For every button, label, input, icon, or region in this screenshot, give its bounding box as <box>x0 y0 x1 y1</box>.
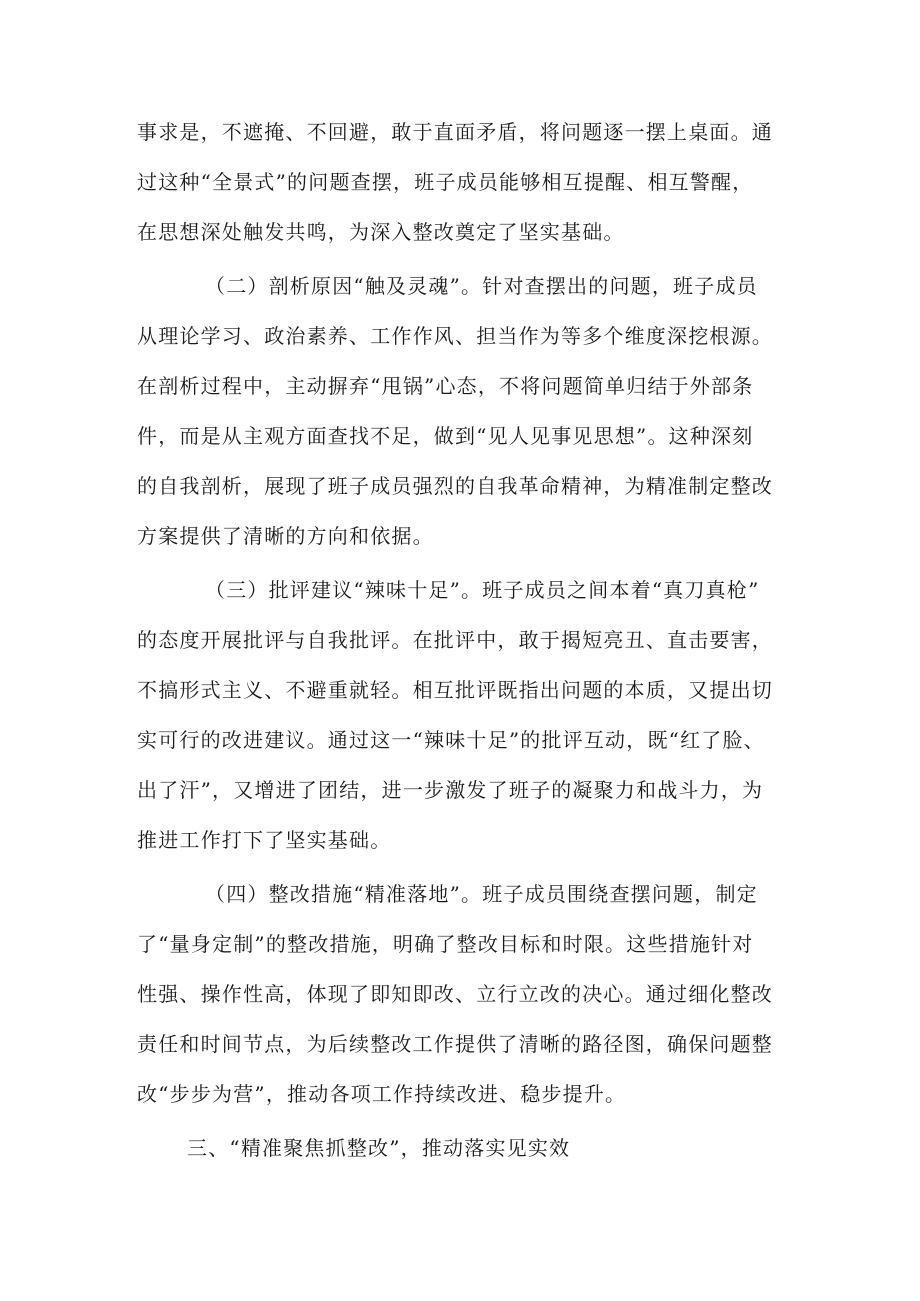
text-line: 不搞形式主义、不避重就轻。相互批评既指出问题的本质，又提出切 <box>137 678 773 702</box>
text-line: 从理论学习、政治素养、工作作风、担当作为等多个维度深挖根源。 <box>137 324 773 348</box>
text-line: （三）批评建议“辣味十足”。班子成员之间本着“真刀真枪” <box>205 578 760 602</box>
text-line: 的自我剖析，展现了班子成员强烈的自我革命精神，为精准制定整改 <box>137 474 773 498</box>
text-line: 改“步步为营”，推动各项工作持续改进、稳步提升。 <box>137 1082 627 1106</box>
text-line: （四）整改措施“精准落地”。班子成员围绕查摆问题，制定 <box>205 882 758 906</box>
text-line: （二）剖析原因“触及灵魂”。针对查摆出的问题，班子成员 <box>205 274 758 298</box>
text-line: 了“量身定制”的整改措施，明确了整改目标和时限。这些措施针对 <box>137 932 754 956</box>
text-line: 在思想深处触发共鸣，为深入整改奠定了坚实基础。 <box>137 220 625 244</box>
text-line: 件，而是从主观方面查找不足，做到“见人见事见思想”。这种深刻 <box>137 424 754 448</box>
section-heading: 三、“精准聚焦抓整改”，推动落实见实效 <box>187 1136 571 1160</box>
text-line: 出了汗”，又增进了团结，进一步激发了班子的凝聚力和战斗力，为 <box>137 778 764 802</box>
text-line: 过这种“全景式”的问题查摆，班子成员能够相互提醒、相互警醒， <box>137 170 754 194</box>
text-line: 性强、操作性高，体现了即知即改、立行立改的决心。通过细化整改 <box>137 982 773 1006</box>
text-line: 在剖析过程中，主动摒弃“甩锅”心态，不将问题简单归结于外部条 <box>137 374 754 398</box>
text-line: 的态度开展批评与自我批评。在批评中，敢于揭短亮丑、直击要害， <box>137 628 773 652</box>
text-line: 责任和时间节点，为后续整改工作提供了清晰的路径图，确保问题整 <box>137 1032 773 1056</box>
text-line: 推进工作打下了坚实基础。 <box>137 828 392 852</box>
text-line: 事求是，不遮掩、不回避，敢于直面矛盾，将问题逐一摆上桌面。通 <box>137 120 773 144</box>
text-line: 实可行的改进建议。通过这一“辣味十足”的批评互动，既“红了脸、 <box>137 728 765 752</box>
text-line: 方案提供了清晰的方向和依据。 <box>137 524 434 548</box>
